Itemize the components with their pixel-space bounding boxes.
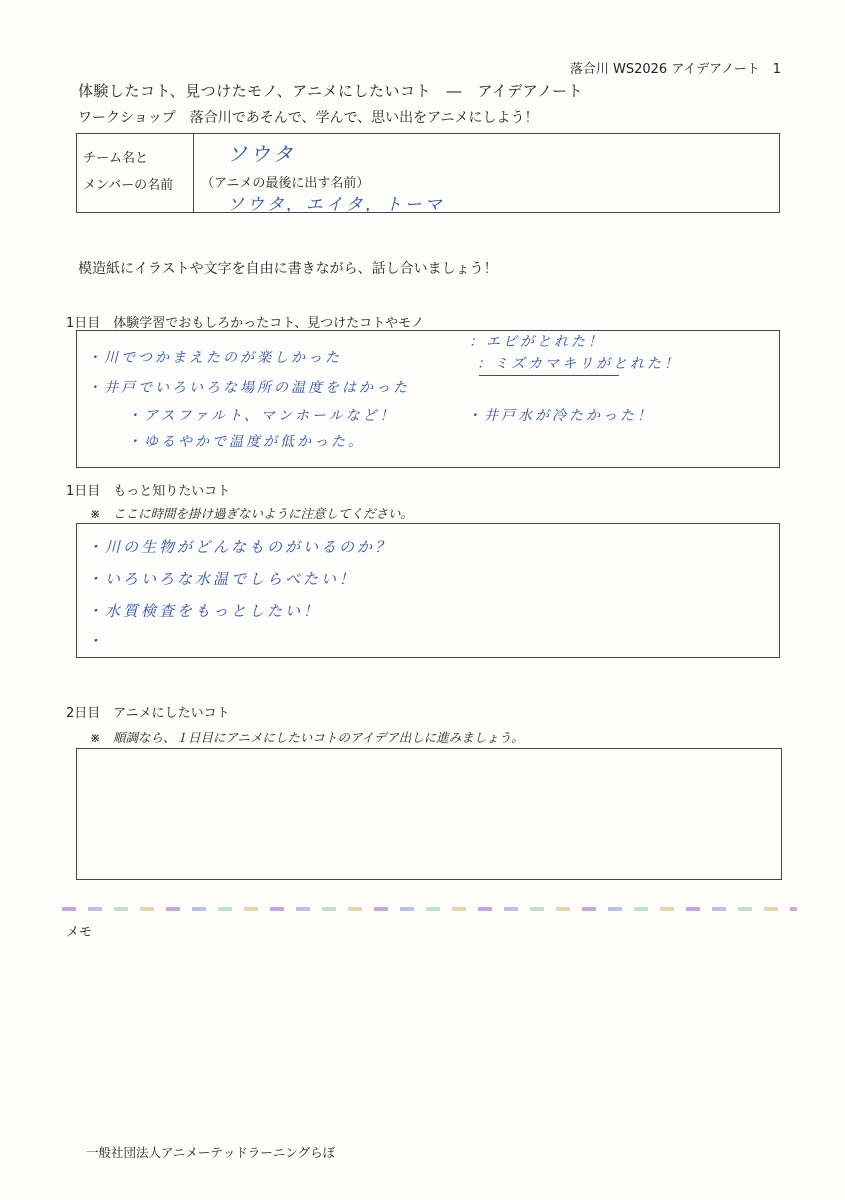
team-label-line2: メンバーの名前: [83, 178, 174, 193]
section1-box: [76, 330, 780, 468]
section2-title: 1日目 もっと知りたいコト: [66, 484, 231, 499]
team-name-note: （アニメの最後に出す名前）: [201, 176, 370, 191]
handwritten-note: ・: [87, 632, 106, 650]
team-label-line1: チーム名と: [83, 151, 149, 166]
handwritten-note: ：ミズカマキリがとれた！: [477, 356, 681, 372]
handwritten-note: ・アスファルト、マンホールなど！: [127, 408, 397, 424]
handwritten-note: ・ゆるやかで温度が低かった。: [127, 434, 365, 450]
handwritten-note: ・水質検査をもっとしたい！: [87, 602, 322, 620]
handwritten-members: ソウタ，エイタ，トーマ: [227, 195, 445, 215]
handwritten-note: ・川でつかまえたのが楽しかった: [87, 350, 342, 366]
section3-title: 2日目 アニメにしたいコト: [66, 706, 230, 721]
section2-box: [76, 523, 780, 658]
handwritten-team-name: ソウタ: [227, 142, 296, 166]
memo-label: メモ: [66, 925, 93, 940]
handwritten-note: ・川の生物がどんなものがいるのか？: [87, 538, 394, 556]
footer-organization: 一般社団法人アニメーテッドラーニングらぼ: [86, 1145, 336, 1160]
handwritten-note: ・井戸でいろいろな場所の温度をはかった: [87, 380, 410, 396]
section3-caution: ※ 順調なら、１日目にアニメにしたいコトのアイデア出しに進みましょう。: [90, 730, 524, 745]
instruction-text: 模造紙にイラストや文字を自由に書きながら、話し合いましょう！: [78, 261, 498, 277]
handwritten-note: ・井戸水が冷たかった！: [467, 408, 654, 424]
page-label: 落合川 WS2026 アイデアノート 1: [569, 62, 781, 77]
section3-box: [76, 748, 782, 880]
handwritten-note: ：エビがとれた！: [469, 334, 605, 350]
handwritten-note: ・いろいろな水温でしらべたい！: [87, 570, 358, 588]
team-name-box: [76, 133, 780, 213]
section2-caution: ※ ここに時間を掛け過ぎないように注意してください。: [90, 506, 413, 521]
team-box-divider: [193, 134, 194, 212]
dashed-divider: [62, 907, 797, 911]
workshop-subtitle: ワークショップ 落合川であそんで、学んで、思い出をアニメにしよう！: [78, 110, 539, 126]
section1-title: 1日目 体験学習でおもしろかったコト、見つけたコトやモノ: [66, 316, 424, 331]
handwritten-underline: [479, 375, 619, 376]
page-title: 体験したコト、見つけたモノ、アニメにしたいコト ― アイデアノート: [78, 82, 584, 100]
